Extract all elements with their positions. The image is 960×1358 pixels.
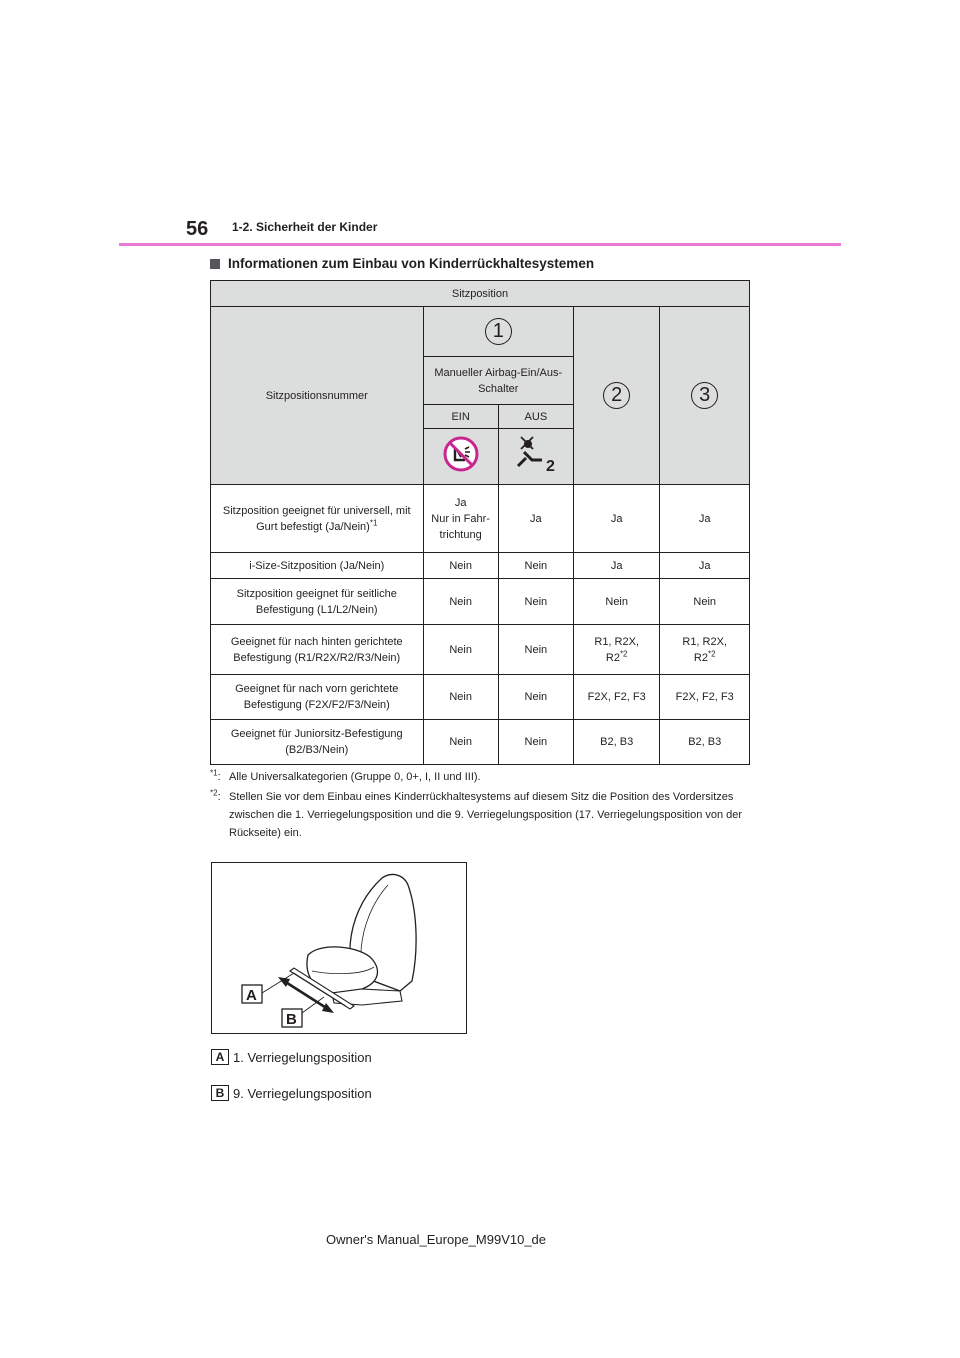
- legend-item-b: [211, 1085, 372, 1101]
- aus-header: AUS: [498, 405, 573, 429]
- square-bullet-icon: [210, 259, 220, 269]
- row-cell: F2X, F2, F3: [573, 675, 659, 720]
- position-1-badge: 1: [485, 318, 512, 345]
- section-title: [210, 256, 594, 271]
- row-label: Sitzposition geeignet für universell, mit Gurt befestigt (Ja/Nein)$^{*1}$: [211, 485, 424, 553]
- airbag-off-indicator-icon: [514, 434, 558, 474]
- footer-manual-id: Owner's Manual_Europe_M99V10_de: [326, 1232, 547, 1247]
- row-cell: Nein: [573, 579, 659, 625]
- position-3-cell: [660, 307, 750, 485]
- table-row: [211, 485, 750, 553]
- figure-label-a: A: [246, 987, 257, 1004]
- legend-letter-box: B: [211, 1085, 229, 1101]
- airbag-on-icon-cell: [423, 429, 498, 485]
- row-cell: Nein: [423, 625, 498, 675]
- row-label: Geeignet für Juniorsitz-Befestigung (B2/B3/Nein): [211, 720, 424, 765]
- legend-text: 1. Verriegelungsposition: [233, 1049, 372, 1065]
- footnote-2: $^{*2}$: Stellen Sie vor dem Einbau eines Kinderrückhaltesystems auf diesem Sitz die Position des Vordersitzes zwischen die 1. Verriegelungsposition und die 9. Verriegelungsposition (17. Verriegelungsposition von der Rückseite) ein.: [210, 788, 743, 839]
- row-label: i-Size-Sitzposition (Ja/Nein): [211, 553, 424, 579]
- row-cell: Ja: [660, 553, 750, 579]
- ein-header: EIN: [423, 405, 498, 429]
- page-number: 56: [186, 218, 209, 240]
- row-cell: R1, R2X, R2$^{*2}$: [660, 625, 750, 675]
- row-label: Sitzposition geeignet für seitliche Befestigung (L1/L2/Nein): [211, 579, 424, 625]
- row-label: Geeignet für nach vorn gerichtete Befestigung (F2X/F2/F3/Nein): [211, 675, 424, 720]
- row-cell: R1, R2X, R2$^{*2}$: [573, 625, 659, 675]
- footnote-text: Alle Universalkategorien (Gruppe 0, 0+, I, II und III).: [229, 771, 481, 783]
- row-cell: Ja Nur in Fahr-trichtung: [423, 485, 498, 553]
- table-header-sitzpositionsnummer: Sitzpositionsnummer: [211, 307, 424, 485]
- row-cell: Nein: [423, 720, 498, 765]
- row-cell: Nein: [498, 720, 573, 765]
- figure-label-b: B: [286, 1011, 297, 1028]
- row-cell: Nein: [423, 579, 498, 625]
- row-cell: Ja: [660, 485, 750, 553]
- section-title-text: Informationen zum Einbau von Kinderrückhaltesystemen: [228, 256, 595, 271]
- row-cell: B2, B3: [660, 720, 750, 765]
- seat-position-table: [210, 280, 750, 765]
- row-cell: Nein: [423, 675, 498, 720]
- row-label: Geeignet für nach hinten gerichtete Befestigung (R1/R2X/R2/R3/Nein): [211, 625, 424, 675]
- legend-text: 9. Verriegelungsposition: [233, 1085, 372, 1101]
- row-cell: B2, B3: [573, 720, 659, 765]
- footnote-1: $^{*1}$: Alle Universalkategorien (Gruppe 0, 0+, I, II und III).: [210, 768, 481, 783]
- row-cell: Nein: [660, 579, 750, 625]
- seat-illustration: [211, 862, 467, 1034]
- position-2-badge: 2: [603, 382, 630, 409]
- row-cell: Nein: [498, 675, 573, 720]
- table-row: [211, 553, 750, 579]
- table-row: [211, 579, 750, 625]
- row-cell: Nein: [498, 625, 573, 675]
- table-row: [211, 675, 750, 720]
- legend-letter-box: A: [211, 1049, 229, 1065]
- position-3-badge: 3: [691, 382, 718, 409]
- row-cell: Ja: [498, 485, 573, 553]
- airbag-on-prohibited-child-seat-icon: [443, 436, 479, 472]
- table-row: [211, 720, 750, 765]
- airbag-off-icon-number: 2: [545, 458, 555, 474]
- table-header-sitzposition: Sitzposition: [211, 281, 750, 307]
- footnote-text: Stellen Sie vor dem Einbau eines Kinderrückhaltesystems auf diesem Sitz die Position des Vordersitzes zwischen die 1. Verriegelungsposition und die 9. Verriegelungsposition (17. Verriegelungsposition von der Rückseite) ein.: [229, 791, 743, 839]
- footnote-marker: *2: [210, 788, 218, 798]
- row-cell: Ja: [573, 485, 659, 553]
- header-rule: [119, 243, 841, 246]
- row-cell: Nein: [498, 579, 573, 625]
- airbag-switch-header: Manueller Airbag-Ein/Aus-Schalter: [423, 357, 573, 405]
- row-cell: Nein: [423, 553, 498, 579]
- chapter-title: 1-2. Sicherheit der Kinder: [232, 220, 378, 234]
- airbag-off-icon-cell: [498, 429, 573, 485]
- row-cell: Ja: [573, 553, 659, 579]
- legend-item-a: [211, 1049, 372, 1065]
- position-1-cell: [423, 307, 573, 357]
- footnote-marker: *1: [210, 768, 218, 778]
- footnotes: [210, 768, 750, 844]
- position-2-cell: [573, 307, 659, 485]
- table-row: [211, 625, 750, 675]
- row-cell: Nein: [498, 553, 573, 579]
- row-cell: F2X, F2, F3: [660, 675, 750, 720]
- seat-slide-diagram: [212, 863, 466, 1033]
